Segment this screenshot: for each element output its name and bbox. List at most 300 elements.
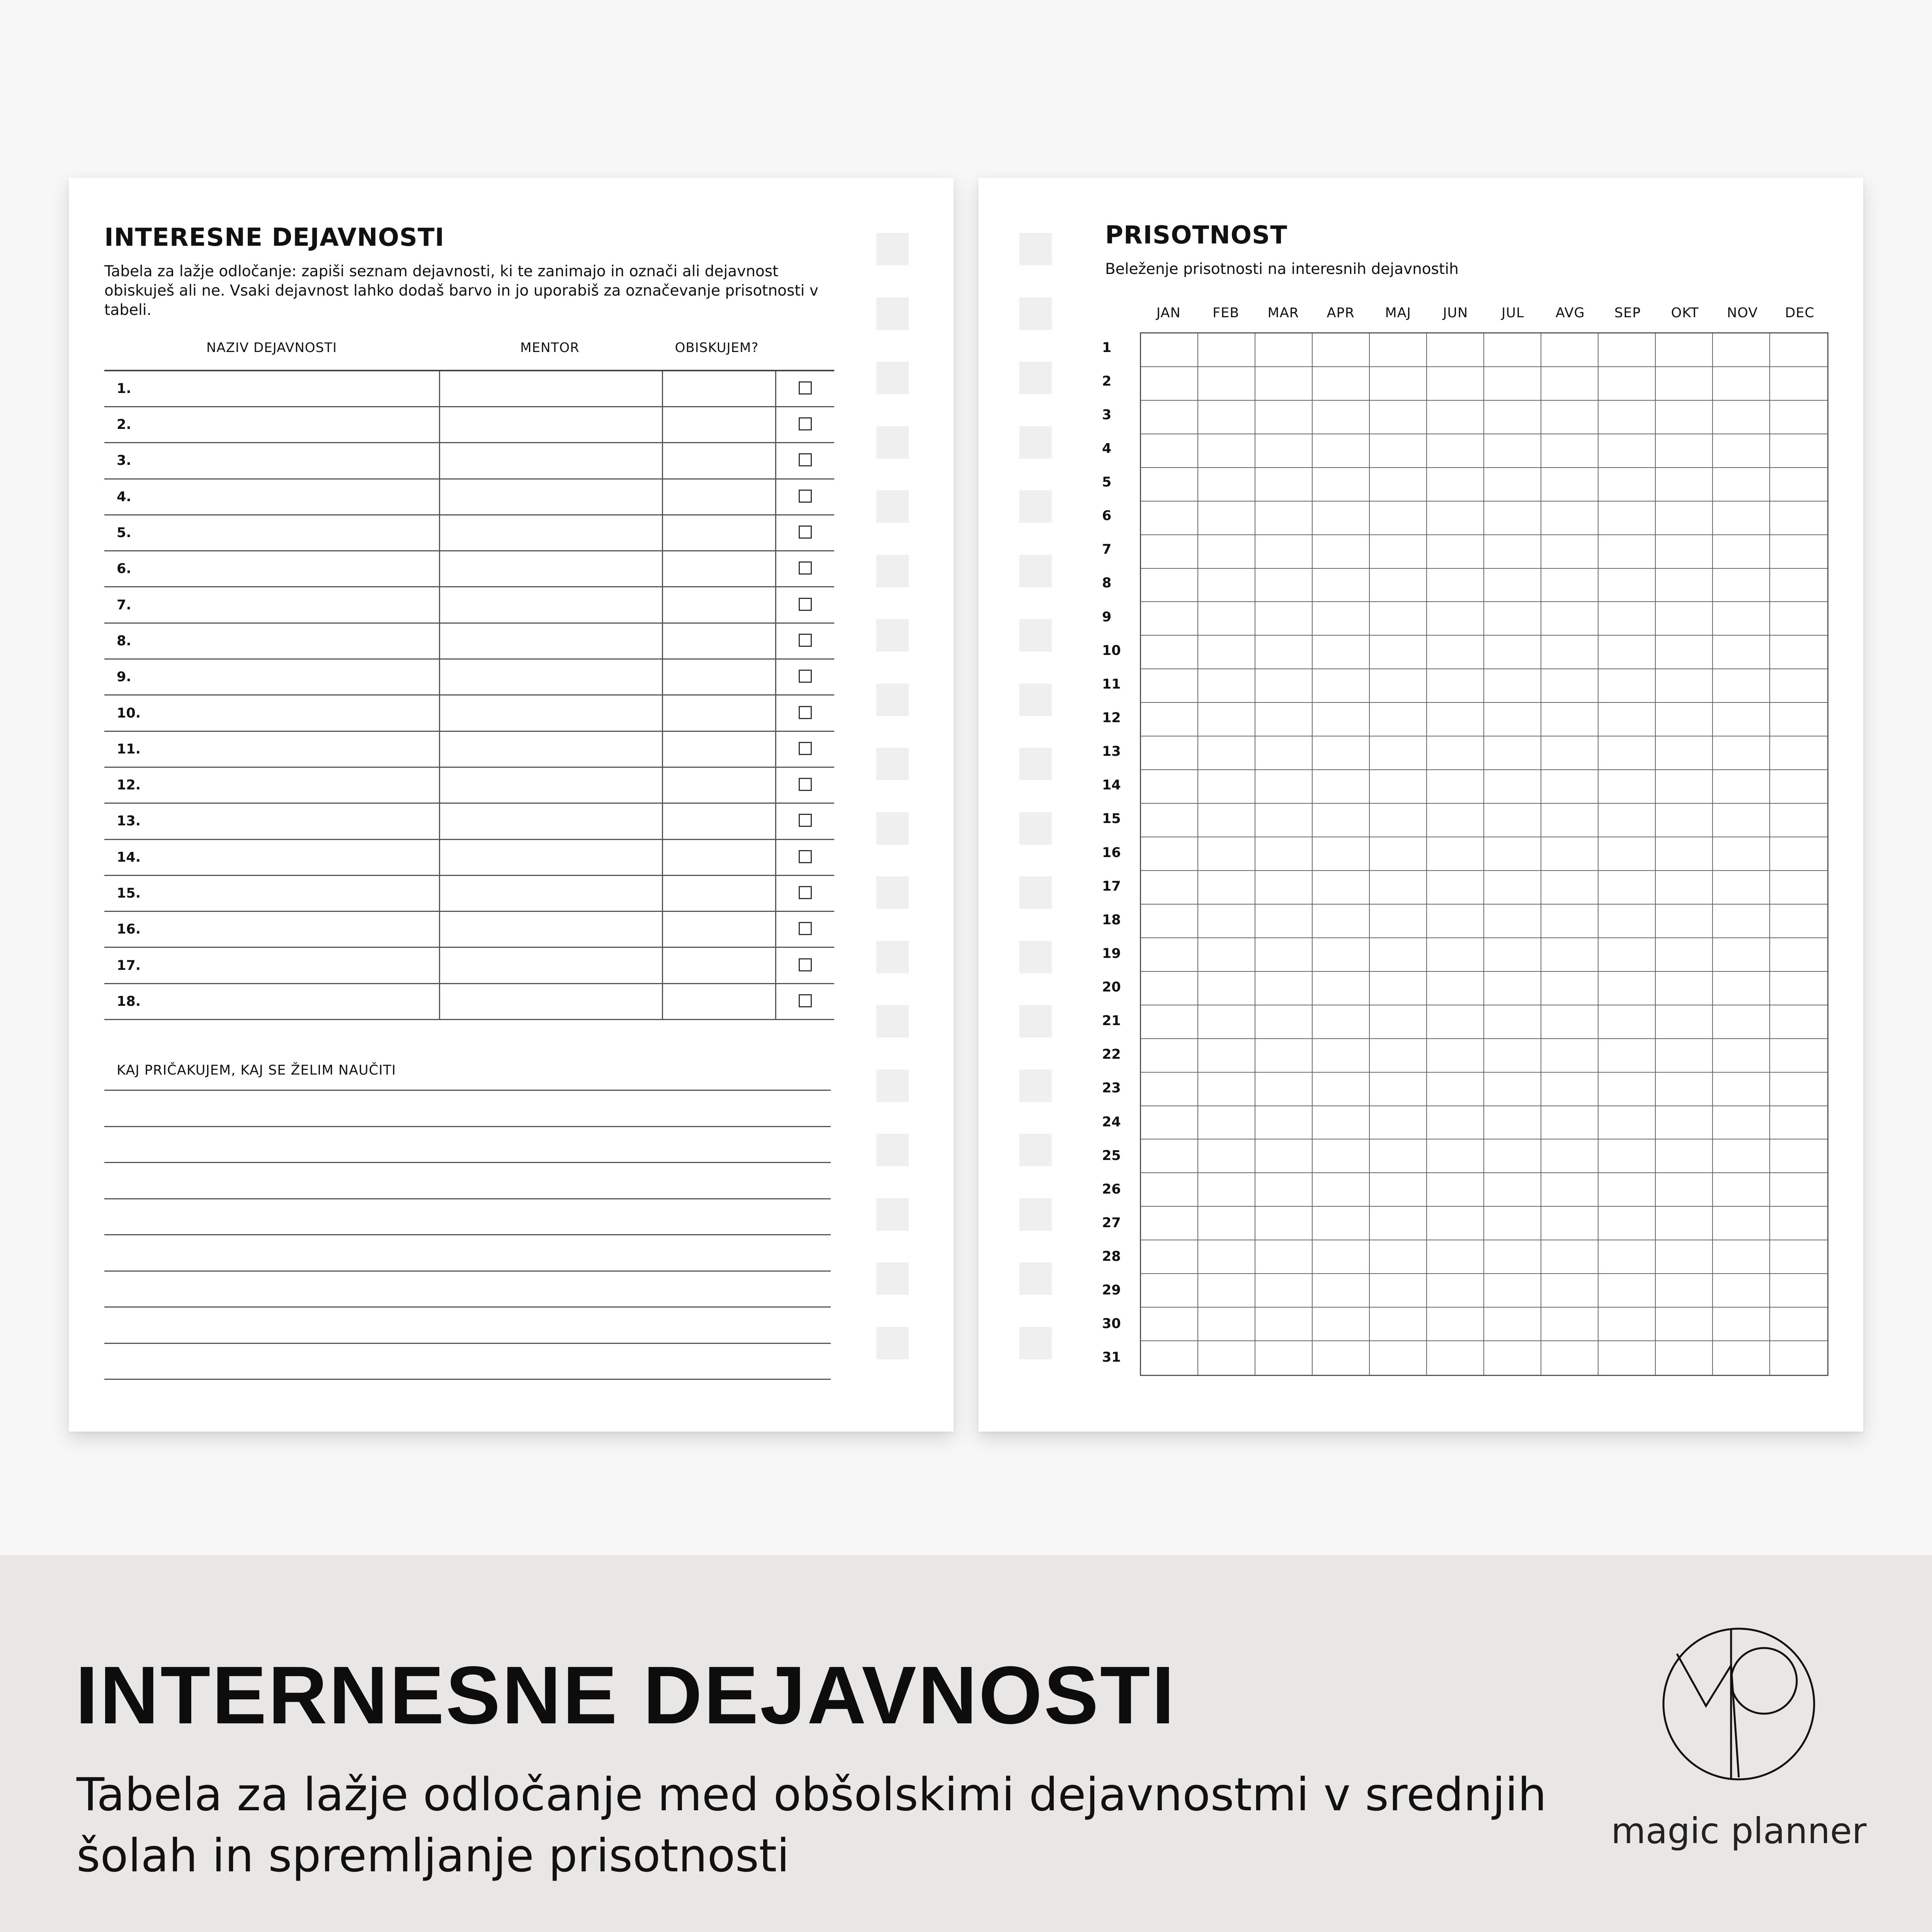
attendance-cell[interactable]: [1541, 333, 1599, 367]
page-tab[interactable]: [876, 684, 909, 716]
attendance-cell[interactable]: [1713, 1173, 1770, 1207]
attendance-cell[interactable]: [1770, 367, 1827, 401]
attendance-cell[interactable]: [1656, 502, 1713, 535]
attendance-cell[interactable]: [1770, 569, 1827, 602]
attendance-cell[interactable]: [1370, 938, 1427, 972]
attendance-cell[interactable]: [1713, 905, 1770, 938]
attendance-cell[interactable]: [1370, 636, 1427, 669]
attendance-cell[interactable]: [1198, 703, 1255, 736]
mentor-cell[interactable]: [440, 515, 663, 551]
mentor-cell[interactable]: [440, 875, 663, 911]
attendance-cell[interactable]: [1198, 502, 1255, 535]
attendance-cell[interactable]: [1198, 1073, 1255, 1106]
attendance-cell[interactable]: [1599, 367, 1656, 401]
attendance-cell[interactable]: [1141, 1207, 1198, 1240]
attendance-cell[interactable]: [1427, 367, 1484, 401]
attendance-cell[interactable]: [1713, 1207, 1770, 1240]
attending-cell[interactable]: [663, 983, 776, 1019]
activity-name-cell[interactable]: [104, 983, 440, 1019]
attending-cell[interactable]: [663, 839, 776, 875]
page-tab[interactable]: [876, 1134, 909, 1166]
attendance-cell[interactable]: [1255, 938, 1313, 972]
attendance-cell[interactable]: [1656, 367, 1713, 401]
attendance-cell[interactable]: [1541, 1341, 1599, 1375]
attendance-cell[interactable]: [1599, 703, 1656, 736]
attendance-cell[interactable]: [1770, 669, 1827, 703]
activity-name-cell[interactable]: [104, 443, 440, 479]
attendance-cell[interactable]: [1141, 367, 1198, 401]
attendance-cell[interactable]: [1255, 1073, 1313, 1106]
attendance-cell[interactable]: [1541, 502, 1599, 535]
attendance-cell[interactable]: [1541, 1308, 1599, 1341]
page-tab[interactable]: [1019, 619, 1052, 651]
attendance-cell[interactable]: [1770, 1173, 1827, 1207]
attendance-cell[interactable]: [1656, 333, 1713, 367]
attendance-cell[interactable]: [1427, 1005, 1484, 1039]
attendance-cell[interactable]: [1313, 569, 1370, 602]
attendance-cell[interactable]: [1198, 401, 1255, 434]
attendance-cell[interactable]: [1427, 871, 1484, 905]
attendance-cell[interactable]: [1255, 905, 1313, 938]
attendance-cell[interactable]: [1770, 972, 1827, 1005]
page-tab[interactable]: [1019, 362, 1052, 394]
attendance-cell[interactable]: [1255, 703, 1313, 736]
attendance-cell[interactable]: [1427, 569, 1484, 602]
attendance-cell[interactable]: [1770, 1139, 1827, 1173]
page-tab[interactable]: [876, 233, 909, 265]
page-tab[interactable]: [876, 426, 909, 459]
page-tab[interactable]: [1019, 1198, 1052, 1231]
attendance-cell[interactable]: [1713, 1240, 1770, 1274]
attendance-cell[interactable]: [1541, 905, 1599, 938]
attendance-cell[interactable]: [1770, 1106, 1827, 1140]
attendance-cell[interactable]: [1427, 1240, 1484, 1274]
attendance-cell[interactable]: [1313, 871, 1370, 905]
attendance-cell[interactable]: [1313, 401, 1370, 434]
attendance-cell[interactable]: [1198, 535, 1255, 569]
attendance-cell[interactable]: [1427, 468, 1484, 502]
attendance-cell[interactable]: [1427, 333, 1484, 367]
attendance-cell[interactable]: [1541, 636, 1599, 669]
attendance-cell[interactable]: [1427, 1173, 1484, 1207]
attendance-cell[interactable]: [1427, 535, 1484, 569]
attendance-cell[interactable]: [1770, 1240, 1827, 1274]
attendance-cell[interactable]: [1656, 972, 1713, 1005]
attendance-cell[interactable]: [1656, 1173, 1713, 1207]
attendance-cell[interactable]: [1713, 669, 1770, 703]
attendance-cell[interactable]: [1141, 703, 1198, 736]
page-tab[interactable]: [1019, 555, 1052, 587]
attendance-cell[interactable]: [1313, 502, 1370, 535]
attendance-cell[interactable]: [1484, 434, 1541, 468]
attendance-cell[interactable]: [1313, 736, 1370, 770]
attendance-cell[interactable]: [1427, 703, 1484, 736]
attendance-cell[interactable]: [1713, 535, 1770, 569]
attendance-cell[interactable]: [1141, 669, 1198, 703]
attending-checkbox[interactable]: [799, 850, 812, 863]
attendance-cell[interactable]: [1370, 1341, 1427, 1375]
attendance-cell[interactable]: [1370, 669, 1427, 703]
attendance-cell[interactable]: [1541, 535, 1599, 569]
attendance-cell[interactable]: [1484, 972, 1541, 1005]
attendance-cell[interactable]: [1427, 636, 1484, 669]
attendance-cell[interactable]: [1198, 569, 1255, 602]
attendance-cell[interactable]: [1656, 938, 1713, 972]
activity-name-cell[interactable]: [104, 515, 440, 551]
attendance-cell[interactable]: [1370, 1039, 1427, 1073]
attendance-cell[interactable]: [1255, 535, 1313, 569]
attendance-cell[interactable]: [1313, 434, 1370, 468]
attendance-cell[interactable]: [1713, 602, 1770, 636]
attending-cell[interactable]: [663, 731, 776, 767]
writing-line[interactable]: [104, 1379, 831, 1380]
attendance-cell[interactable]: [1370, 569, 1427, 602]
attendance-cell[interactable]: [1541, 401, 1599, 434]
attendance-cell[interactable]: [1713, 972, 1770, 1005]
attendance-cell[interactable]: [1313, 804, 1370, 837]
attendance-cell[interactable]: [1313, 535, 1370, 569]
attending-cell[interactable]: [663, 767, 776, 803]
mentor-cell[interactable]: [440, 839, 663, 875]
attendance-cell[interactable]: [1313, 1139, 1370, 1173]
attendance-cell[interactable]: [1541, 669, 1599, 703]
page-tab[interactable]: [876, 941, 909, 973]
attendance-cell[interactable]: [1198, 636, 1255, 669]
attendance-cell[interactable]: [1770, 770, 1827, 804]
attendance-cell[interactable]: [1656, 1274, 1713, 1308]
attendance-cell[interactable]: [1255, 1106, 1313, 1140]
attendance-cell[interactable]: [1484, 1341, 1541, 1375]
attending-checkbox[interactable]: [799, 453, 812, 466]
attendance-cell[interactable]: [1656, 1073, 1713, 1106]
mentor-cell[interactable]: [440, 479, 663, 515]
attendance-cell[interactable]: [1370, 1173, 1427, 1207]
attendance-cell[interactable]: [1484, 468, 1541, 502]
attendance-cell[interactable]: [1313, 468, 1370, 502]
attendance-cell[interactable]: [1599, 1341, 1656, 1375]
attendance-cell[interactable]: [1713, 367, 1770, 401]
page-tab[interactable]: [1019, 298, 1052, 330]
attendance-cell[interactable]: [1656, 468, 1713, 502]
attendance-cell[interactable]: [1770, 636, 1827, 669]
attending-checkbox[interactable]: [799, 994, 812, 1007]
attendance-cell[interactable]: [1255, 434, 1313, 468]
attendance-cell[interactable]: [1313, 1039, 1370, 1073]
attendance-cell[interactable]: [1255, 502, 1313, 535]
attendance-cell[interactable]: [1656, 736, 1713, 770]
attendance-cell[interactable]: [1370, 837, 1427, 871]
writing-line[interactable]: [104, 1343, 831, 1344]
attendance-cell[interactable]: [1484, 1274, 1541, 1308]
attendance-cell[interactable]: [1370, 434, 1427, 468]
attendance-cell[interactable]: [1713, 1308, 1770, 1341]
attendance-cell[interactable]: [1198, 669, 1255, 703]
attendance-cell[interactable]: [1770, 1005, 1827, 1039]
attendance-cell[interactable]: [1656, 401, 1713, 434]
writing-line[interactable]: [104, 1090, 831, 1091]
attendance-cell[interactable]: [1541, 1240, 1599, 1274]
attendance-cell[interactable]: [1713, 871, 1770, 905]
attendance-cell[interactable]: [1599, 871, 1656, 905]
attendance-cell[interactable]: [1198, 905, 1255, 938]
attendance-cell[interactable]: [1141, 972, 1198, 1005]
mentor-cell[interactable]: [440, 407, 663, 443]
attendance-cell[interactable]: [1656, 871, 1713, 905]
attendance-cell[interactable]: [1198, 1173, 1255, 1207]
activity-name-cell[interactable]: [104, 407, 440, 443]
attendance-cell[interactable]: [1656, 703, 1713, 736]
attendance-cell[interactable]: [1656, 636, 1713, 669]
attendance-cell[interactable]: [1713, 1106, 1770, 1140]
attendance-cell[interactable]: [1656, 1106, 1713, 1140]
attendance-cell[interactable]: [1141, 569, 1198, 602]
attendance-cell[interactable]: [1313, 703, 1370, 736]
attendance-cell[interactable]: [1484, 569, 1541, 602]
attendance-cell[interactable]: [1141, 468, 1198, 502]
attendance-cell[interactable]: [1370, 972, 1427, 1005]
attendance-cell[interactable]: [1141, 837, 1198, 871]
attendance-cell[interactable]: [1656, 569, 1713, 602]
activity-name-cell[interactable]: [104, 623, 440, 659]
attending-cell[interactable]: [663, 515, 776, 551]
page-tab[interactable]: [1019, 1327, 1052, 1359]
attendance-cell[interactable]: [1599, 1005, 1656, 1039]
attendance-cell[interactable]: [1313, 367, 1370, 401]
activity-name-cell[interactable]: [104, 371, 440, 407]
mentor-cell[interactable]: [440, 659, 663, 695]
attending-cell[interactable]: [663, 623, 776, 659]
attendance-cell[interactable]: [1656, 837, 1713, 871]
attendance-cell[interactable]: [1713, 770, 1770, 804]
attendance-cell[interactable]: [1770, 401, 1827, 434]
attendance-cell[interactable]: [1255, 871, 1313, 905]
mentor-cell[interactable]: [440, 912, 663, 947]
attendance-cell[interactable]: [1713, 401, 1770, 434]
activity-name-cell[interactable]: [104, 551, 440, 587]
attendance-cell[interactable]: [1484, 1240, 1541, 1274]
attending-cell[interactable]: [663, 587, 776, 623]
mentor-cell[interactable]: [440, 695, 663, 731]
writing-line[interactable]: [104, 1126, 831, 1127]
attendance-cell[interactable]: [1484, 804, 1541, 837]
attendance-cell[interactable]: [1313, 770, 1370, 804]
attendance-cell[interactable]: [1770, 736, 1827, 770]
attendance-cell[interactable]: [1484, 770, 1541, 804]
attendance-cell[interactable]: [1599, 434, 1656, 468]
attending-checkbox[interactable]: [799, 526, 812, 539]
attendance-cell[interactable]: [1198, 367, 1255, 401]
attendance-cell[interactable]: [1770, 333, 1827, 367]
attendance-cell[interactable]: [1313, 1274, 1370, 1308]
attendance-cell[interactable]: [1370, 367, 1427, 401]
attendance-cell[interactable]: [1599, 1073, 1656, 1106]
attendance-cell[interactable]: [1370, 770, 1427, 804]
page-tab[interactable]: [876, 1005, 909, 1037]
attendance-cell[interactable]: [1370, 602, 1427, 636]
attendance-cell[interactable]: [1599, 602, 1656, 636]
attendance-cell[interactable]: [1255, 736, 1313, 770]
attendance-cell[interactable]: [1599, 938, 1656, 972]
attending-checkbox[interactable]: [799, 634, 812, 647]
attendance-cell[interactable]: [1656, 1341, 1713, 1375]
attendance-cell[interactable]: [1541, 1039, 1599, 1073]
attendance-cell[interactable]: [1141, 434, 1198, 468]
attendance-cell[interactable]: [1198, 1240, 1255, 1274]
page-tab[interactable]: [1019, 1005, 1052, 1037]
attendance-cell[interactable]: [1198, 333, 1255, 367]
attendance-cell[interactable]: [1484, 602, 1541, 636]
attendance-cell[interactable]: [1141, 1039, 1198, 1073]
attendance-cell[interactable]: [1427, 905, 1484, 938]
writing-line[interactable]: [104, 1270, 831, 1272]
attendance-cell[interactable]: [1541, 1106, 1599, 1140]
attendance-cell[interactable]: [1370, 1073, 1427, 1106]
attendance-cell[interactable]: [1141, 1308, 1198, 1341]
attendance-cell[interactable]: [1599, 1173, 1656, 1207]
attendance-cell[interactable]: [1770, 502, 1827, 535]
attendance-cell[interactable]: [1370, 1308, 1427, 1341]
attendance-cell[interactable]: [1713, 938, 1770, 972]
attendance-cell[interactable]: [1484, 1039, 1541, 1073]
attendance-cell[interactable]: [1255, 972, 1313, 1005]
attending-cell[interactable]: [663, 875, 776, 911]
attendance-cell[interactable]: [1484, 669, 1541, 703]
attending-cell[interactable]: [663, 479, 776, 515]
attendance-cell[interactable]: [1427, 770, 1484, 804]
attendance-cell[interactable]: [1198, 1005, 1255, 1039]
attendance-cell[interactable]: [1141, 804, 1198, 837]
page-tab[interactable]: [876, 555, 909, 587]
page-tab[interactable]: [1019, 684, 1052, 716]
attendance-cell[interactable]: [1599, 736, 1656, 770]
attendance-cell[interactable]: [1370, 1274, 1427, 1308]
page-tab[interactable]: [1019, 941, 1052, 973]
attending-checkbox[interactable]: [799, 490, 812, 503]
attendance-cell[interactable]: [1427, 669, 1484, 703]
page-tab[interactable]: [876, 298, 909, 330]
attendance-cell[interactable]: [1484, 401, 1541, 434]
attendance-cell[interactable]: [1427, 837, 1484, 871]
page-tab[interactable]: [1019, 426, 1052, 459]
writing-line[interactable]: [104, 1198, 831, 1199]
attendance-cell[interactable]: [1427, 938, 1484, 972]
attendance-cell[interactable]: [1255, 1139, 1313, 1173]
attendance-cell[interactable]: [1713, 1039, 1770, 1073]
page-tab[interactable]: [876, 1070, 909, 1102]
attendance-cell[interactable]: [1541, 938, 1599, 972]
activity-name-cell[interactable]: [104, 695, 440, 731]
attendance-cell[interactable]: [1484, 502, 1541, 535]
attendance-cell[interactable]: [1313, 1341, 1370, 1375]
attendance-cell[interactable]: [1541, 1274, 1599, 1308]
attendance-cell[interactable]: [1713, 1005, 1770, 1039]
attendance-cell[interactable]: [1370, 736, 1427, 770]
attendance-cell[interactable]: [1713, 333, 1770, 367]
attendance-cell[interactable]: [1541, 367, 1599, 401]
attending-cell[interactable]: [663, 912, 776, 947]
attendance-cell[interactable]: [1141, 770, 1198, 804]
attendance-cell[interactable]: [1313, 837, 1370, 871]
attendance-cell[interactable]: [1370, 905, 1427, 938]
mentor-cell[interactable]: [440, 371, 663, 407]
attendance-cell[interactable]: [1484, 1308, 1541, 1341]
attendance-cell[interactable]: [1770, 1341, 1827, 1375]
attending-checkbox[interactable]: [799, 561, 812, 575]
attendance-cell[interactable]: [1370, 804, 1427, 837]
attendance-cell[interactable]: [1255, 333, 1313, 367]
attendance-cell[interactable]: [1599, 1308, 1656, 1341]
page-tab[interactable]: [1019, 1134, 1052, 1166]
attendance-cell[interactable]: [1656, 1039, 1713, 1073]
attendance-cell[interactable]: [1370, 1005, 1427, 1039]
writing-line[interactable]: [104, 1306, 831, 1308]
attending-checkbox[interactable]: [799, 814, 812, 827]
attendance-cell[interactable]: [1713, 1341, 1770, 1375]
attendance-cell[interactable]: [1599, 1240, 1656, 1274]
attendance-cell[interactable]: [1141, 938, 1198, 972]
attendance-cell[interactable]: [1541, 434, 1599, 468]
attendance-cell[interactable]: [1427, 972, 1484, 1005]
mentor-cell[interactable]: [440, 587, 663, 623]
attendance-cell[interactable]: [1656, 1207, 1713, 1240]
attending-checkbox[interactable]: [799, 381, 812, 395]
attendance-cell[interactable]: [1484, 1106, 1541, 1140]
attendance-cell[interactable]: [1370, 871, 1427, 905]
attendance-cell[interactable]: [1427, 736, 1484, 770]
page-tab[interactable]: [1019, 1262, 1052, 1295]
attendance-cell[interactable]: [1198, 804, 1255, 837]
attendance-cell[interactable]: [1141, 602, 1198, 636]
page-tab[interactable]: [876, 748, 909, 780]
attendance-cell[interactable]: [1541, 1207, 1599, 1240]
attendance-cell[interactable]: [1599, 535, 1656, 569]
attendance-cell[interactable]: [1370, 703, 1427, 736]
activity-name-cell[interactable]: [104, 947, 440, 983]
attendance-cell[interactable]: [1484, 1005, 1541, 1039]
attendance-cell[interactable]: [1427, 804, 1484, 837]
attendance-cell[interactable]: [1141, 1073, 1198, 1106]
attendance-cell[interactable]: [1313, 636, 1370, 669]
attendance-cell[interactable]: [1599, 837, 1656, 871]
attendance-cell[interactable]: [1141, 636, 1198, 669]
attendance-cell[interactable]: [1255, 804, 1313, 837]
attendance-cell[interactable]: [1255, 367, 1313, 401]
attendance-cell[interactable]: [1599, 669, 1656, 703]
attendance-cell[interactable]: [1541, 972, 1599, 1005]
mentor-cell[interactable]: [440, 767, 663, 803]
attendance-cell[interactable]: [1713, 837, 1770, 871]
attending-checkbox[interactable]: [799, 778, 812, 791]
attendance-cell[interactable]: [1255, 1240, 1313, 1274]
attendance-cell[interactable]: [1770, 703, 1827, 736]
attendance-cell[interactable]: [1656, 804, 1713, 837]
attendance-cell[interactable]: [1141, 502, 1198, 535]
activity-name-cell[interactable]: [104, 479, 440, 515]
attendance-cell[interactable]: [1599, 1039, 1656, 1073]
attendance-cell[interactable]: [1427, 1106, 1484, 1140]
attendance-cell[interactable]: [1198, 736, 1255, 770]
attendance-cell[interactable]: [1484, 703, 1541, 736]
attendance-cell[interactable]: [1313, 1308, 1370, 1341]
attendance-cell[interactable]: [1255, 770, 1313, 804]
attendance-cell[interactable]: [1541, 569, 1599, 602]
mentor-cell[interactable]: [440, 551, 663, 587]
attending-checkbox[interactable]: [799, 598, 812, 611]
page-tab[interactable]: [876, 1327, 909, 1359]
attendance-cell[interactable]: [1484, 871, 1541, 905]
attendance-cell[interactable]: [1599, 569, 1656, 602]
attendance-cell[interactable]: [1427, 1139, 1484, 1173]
